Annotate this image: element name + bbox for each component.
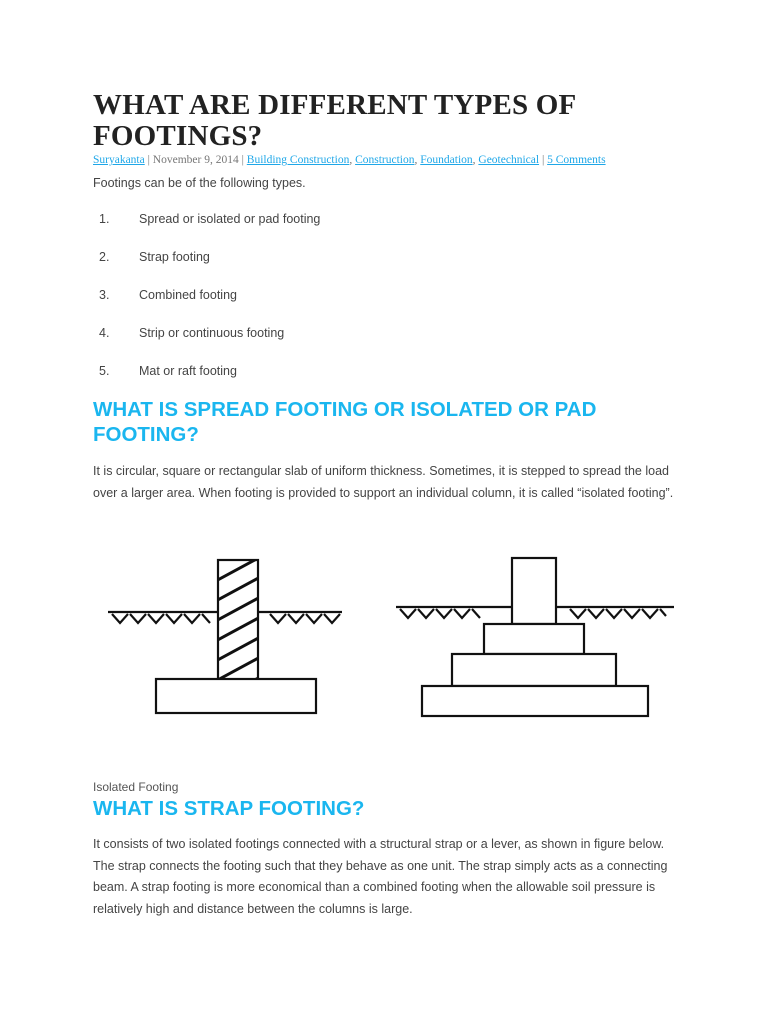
- category-link-foundation[interactable]: Foundation: [420, 154, 473, 166]
- author-link[interactable]: Suryakanta: [93, 154, 145, 166]
- category-link-geotechnical[interactable]: Geotechnical: [478, 154, 540, 166]
- category-link-construction[interactable]: Construction: [355, 154, 415, 166]
- isolated-footing-figure: [100, 555, 680, 735]
- section-heading-spread-footing: WHAT IS SPREAD FOOTING OR ISOLATED OR PAD FOOTING?: [93, 398, 597, 446]
- right-column: [512, 558, 556, 624]
- document-page: WHAT ARE DIFFERENT TYPES OF FOOTINGS? Suryakanta | November 9, 2014 | Building Construction, Construction, Foundation, Geotechnical | 5 Comments Footings can be of the following types. 1. Spread or isolated or pad footing 2. Strap footing 3. Combined footing 4. Strip or continuous footing 5. Mat or raft footing WHAT IS SPREAD FOOTING OR ISOLATED OR PAD FOOTING? It is circular, square or rectangular slab of uniform thickness. Sometimes, it is stepped to spread the load over a larger area. When footing is provided to support an individual column, it is called “isolated footing”. Isolated Footing WHAT IS STRAP FOOTING? It consists of two isolated footings connected with a structural strap or a lever, as shown in figure below. The strap connects the footing such that they behave as one unit. The strap simply acts as a connecting beam. A strap footing is more economical than a combined footing when the allowable soil pressure is relatively high and distance between the columns is large.: [0, 0, 768, 1024]
- category-link-building-construction[interactable]: Building Construction: [246, 154, 350, 166]
- stepped-footing-bottom: [422, 686, 648, 716]
- post-date: November 9, 2014: [152, 154, 239, 166]
- left-footing-slab: [156, 679, 316, 713]
- article-meta: Suryakanta | November 9, 2014 | Building Construction, Construction, Foundation, Geotechnical | 5 Comments: [93, 154, 606, 166]
- stepped-footing-top: [484, 624, 584, 654]
- article-title: WHAT ARE DIFFERENT TYPES OF FOOTINGS?: [93, 89, 576, 152]
- section-heading-strap-footing: WHAT IS STRAP FOOTING?: [93, 797, 365, 820]
- section-body-strap-footing: It consists of two isolated footings connected with a structural strap or a lever, as shown in figure below. The strap connects the footing such that they behave as one unit. The strap simply acts as a connecting beam. A strap footing is more economical than a combined footing when the allowable soil pressure is relatively high and distance between the columns is large.: [93, 837, 668, 916]
- intro-text: Footings can be of the following types.: [93, 176, 306, 190]
- stepped-footing-middle: [452, 654, 616, 686]
- figure-caption: Isolated Footing: [93, 780, 179, 794]
- section-body-spread-footing: It is circular, square or rectangular slab of uniform thickness. Sometimes, it is stepped to spread the load over a larger area. When footing is provided to support an individual column, it is called “isolated footing”.: [93, 464, 674, 500]
- comments-link[interactable]: 5 Comments: [547, 154, 606, 166]
- meta-separator: |: [144, 154, 153, 166]
